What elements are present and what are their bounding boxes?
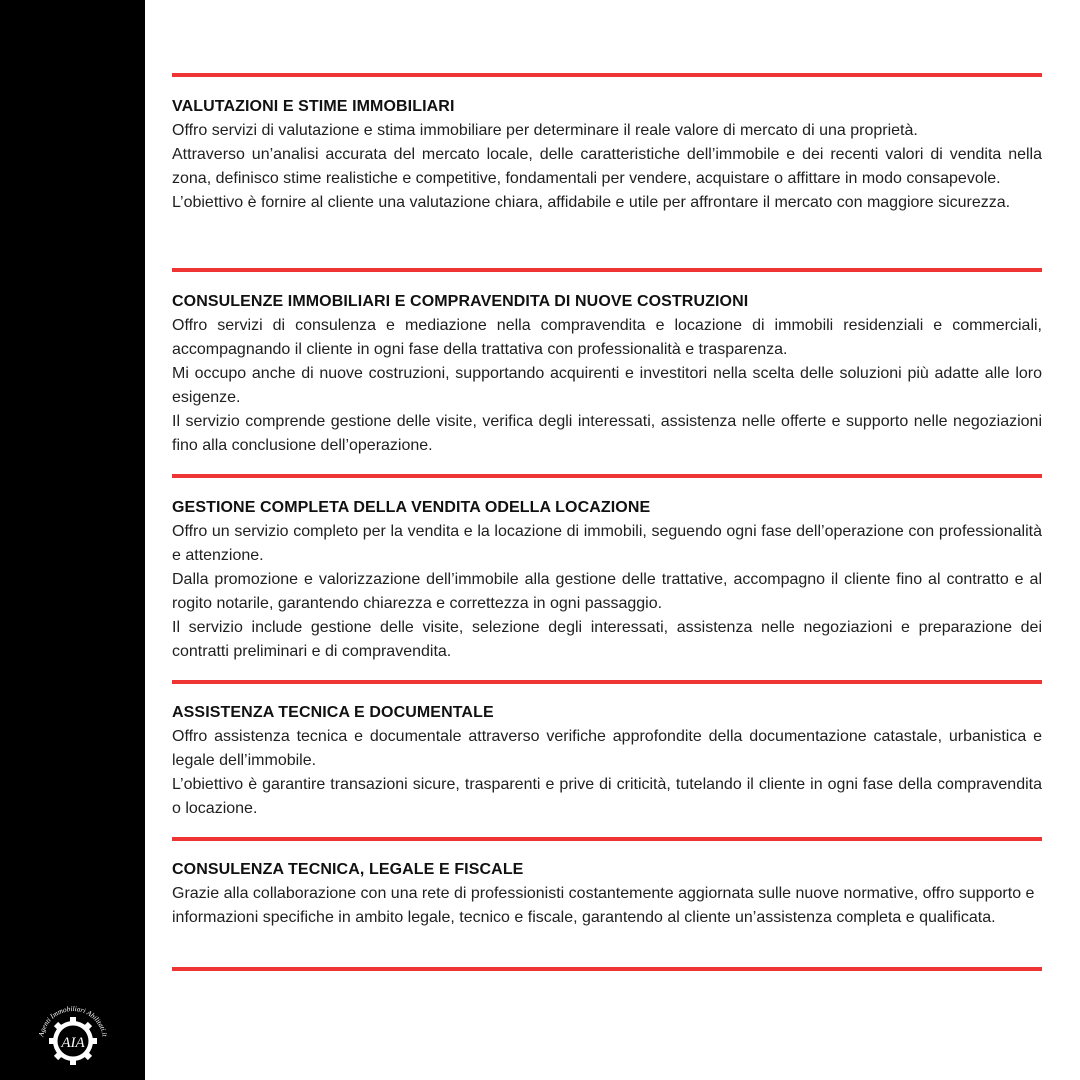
section-paragraph: Mi occupo anche di nuove costruzioni, supportando acquirenti e investitori nella scelta delle soluzioni più adatte alle loro esigenze. bbox=[172, 365, 1042, 406]
service-section-assistenza bbox=[172, 701, 1042, 821]
service-section-consulenze bbox=[172, 290, 1042, 458]
divider-rule bbox=[172, 268, 1042, 272]
divider-rule bbox=[172, 680, 1042, 684]
section-paragraph: Offro servizi di consulenza e mediazione nella compravendita e locazione di immobili residenziali e commerciali, accompagnando il cliente in ogni fase della trattativa con professionalità e trasparenza. bbox=[172, 317, 1042, 358]
section-title: VALUTAZIONI E STIME IMMOBILIARI bbox=[172, 98, 455, 115]
service-section-gestione bbox=[172, 496, 1042, 664]
divider-rule bbox=[172, 837, 1042, 841]
brand-logo bbox=[32, 995, 114, 1077]
section-paragraph: Dalla promozione e valorizzazione dell’immobile alla gestione delle trattative, accompagno il cliente fino al contratto e al rogito notarile, garantendo chiarezza e correttezza in ogni passaggio. bbox=[172, 571, 1042, 612]
svg-text:AIA: AIA bbox=[61, 1035, 85, 1051]
divider-rule bbox=[172, 73, 1042, 77]
section-title: GESTIONE COMPLETA DELLA VENDITA ODELLA LOCAZIONE bbox=[172, 499, 651, 516]
service-section-consulenza-tecnica bbox=[172, 858, 1042, 930]
divider-rule bbox=[172, 474, 1042, 478]
section-paragraph: Offro un servizio completo per la vendita e la locazione di immobili, seguendo ogni fase dell’operazione con professionalità e attenzione. bbox=[172, 523, 1042, 564]
section-paragraph: Grazie alla collaborazione con una rete di professionisti costantemente aggiornata sulle nuove normative, offro supporto e informazioni specifiche in ambito legale, tecnico e fiscale, garantendo al cliente un’assistenza completa e qualificata. bbox=[172, 885, 1035, 926]
divider-rule bbox=[172, 967, 1042, 971]
section-paragraph: Attraverso un’analisi accurata del mercato locale, delle caratteristiche dell’immobile e dei recenti valori di vendita nella zona, definisco stime realistiche e competitive, fondamentali per vendere, acquistare o affittare in modo consapevole. bbox=[172, 146, 1042, 187]
sidebar bbox=[0, 0, 145, 1080]
service-section-valutazioni bbox=[172, 95, 1042, 215]
section-title: ASSISTENZA TECNICA E DOCUMENTALE bbox=[172, 704, 494, 721]
section-title: CONSULENZA TECNICA, LEGALE E FISCALE bbox=[172, 861, 524, 878]
section-title: CONSULENZE IMMOBILIARI E COMPRAVENDITA DI NUOVE COSTRUZIONI bbox=[172, 293, 749, 310]
section-paragraph: Il servizio include gestione delle visite, selezione degli interessati, assistenza nelle negoziazioni e preparazione dei contratti preliminari e di compravendita. bbox=[172, 619, 1042, 660]
section-paragraph: Il servizio comprende gestione delle visite, verifica degli interessati, assistenza nelle offerte e supporto nelle negoziazioni fino alla conclusione dell’operazione. bbox=[172, 413, 1042, 454]
section-paragraph: Offro servizi di valutazione e stima immobiliare per determinare il reale valore di mercato di una proprietà. bbox=[172, 122, 918, 139]
section-paragraph: Offro assistenza tecnica e documentale attraverso verifiche approfondite della documentazione catastale, urbanistica e legale dell’immobile. bbox=[172, 728, 1042, 769]
section-paragraph: L’obiettivo è garantire transazioni sicure, trasparenti e prive di criticità, tutelando il cliente in ogni fase della compravendita o locazione. bbox=[172, 776, 1042, 817]
section-paragraph: L’obiettivo è fornire al cliente una valutazione chiara, affidabile e utile per affrontare il mercato con maggiore sicurezza. bbox=[172, 194, 1011, 211]
svg-text:Agenti Immobiliari Abilitati.i: Agenti Immobiliari Abilitati.it bbox=[37, 1004, 109, 1038]
